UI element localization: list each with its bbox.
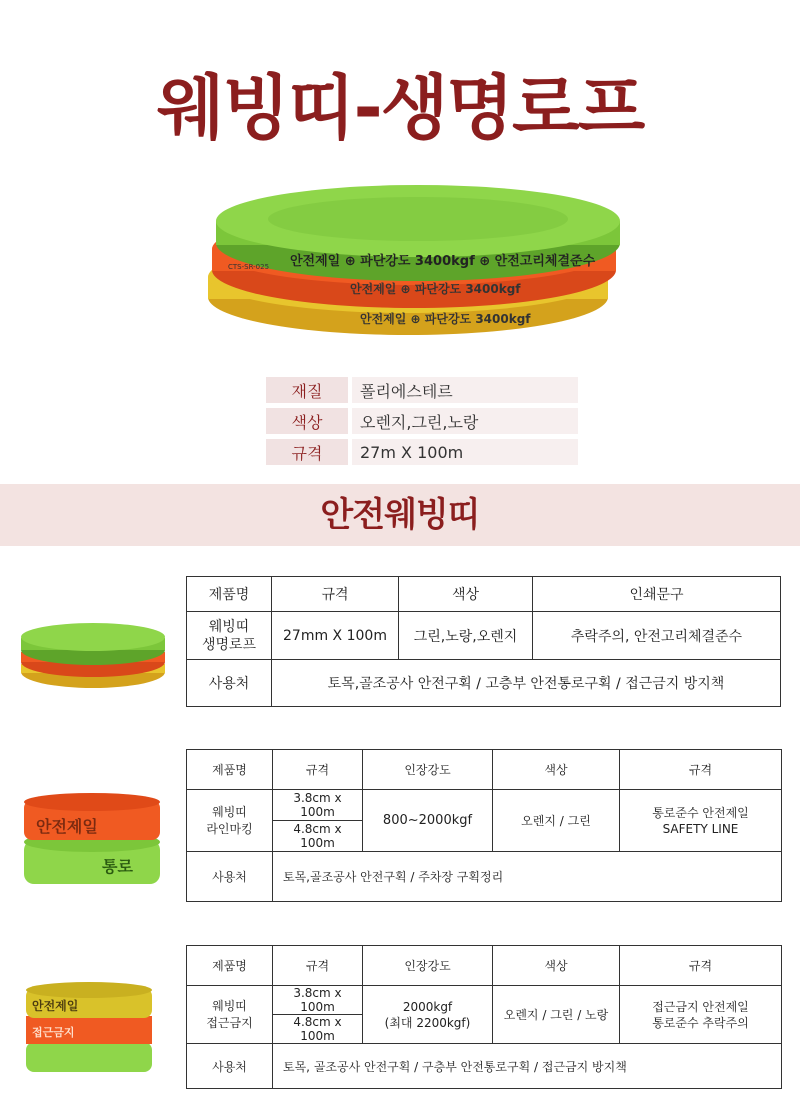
product2-table <box>186 749 782 902</box>
roll-print-1: 안전제일 <box>36 817 98 836</box>
product3-table <box>186 945 782 1089</box>
product-print: 추락주의, 안전고리체결준수 <box>533 612 781 660</box>
spec-value: 27m X 100m <box>348 439 578 465</box>
product-spec: 27mm X 100m <box>272 612 399 660</box>
product-print: 통로준수 안전제일 SAFETY LINE <box>620 790 782 852</box>
spec-key: 색상 <box>266 408 348 434</box>
usage-text: 토목,골조공사 안전구획 / 주차장 구획정리 <box>273 852 782 902</box>
product3-image <box>24 980 154 1076</box>
header-cell: 색상 <box>399 577 533 612</box>
yellow-roll-print: 안전제일 ⊕ 파단강도 3400kgf <box>360 312 531 326</box>
product-color: 오렌지 / 그린 <box>493 790 620 852</box>
product-spec: 4.8cm x 100m <box>273 821 363 852</box>
usage-label: 사용처 <box>187 852 273 902</box>
spec-table <box>266 372 578 470</box>
product-color: 그린,노랑,오렌지 <box>399 612 533 660</box>
spec-row <box>266 439 578 465</box>
product-spec: 3.8cm x 100m <box>273 986 363 1015</box>
product-print: 접근금지 안전제일 통로준수 추락주의 <box>620 986 782 1044</box>
header-cell: 인장강도 <box>363 946 493 986</box>
usage-text: 토목,골조공사 안전구획 / 고층부 안전통로구획 / 접근금지 방지책 <box>272 660 781 707</box>
roll-print-2: 접근금지 <box>32 1026 75 1039</box>
product-spec: 4.8cm x 100m <box>273 1015 363 1044</box>
header-cell: 색상 <box>493 750 620 790</box>
product2-image <box>22 792 162 892</box>
spec-value: 오렌지,그린,노랑 <box>348 408 578 434</box>
header-cell: 규격 <box>273 750 363 790</box>
roll-print-2: 통로 <box>102 857 133 876</box>
product1-image <box>18 618 168 690</box>
header-cell: 규격 <box>272 577 399 612</box>
product-name: 웨빙띠 라인마킹 <box>187 790 273 852</box>
header-cell: 규격 <box>620 946 782 986</box>
usage-label: 사용처 <box>187 660 272 707</box>
roll-print-1: 안전제일 <box>32 999 79 1013</box>
usage-text: 토목, 골조공사 안전구획 / 구층부 안전통로구획 / 접근금지 방지책 <box>273 1044 782 1089</box>
product-strength: 800~2000kgf <box>363 790 493 852</box>
roll-code: CTS-SR-025 <box>228 263 270 271</box>
header-cell: 제품명 <box>187 750 273 790</box>
product-color: 오렌지 / 그린 / 노랑 <box>493 986 620 1044</box>
orange-roll-print: 안전제일 ⊕ 파단강도 3400kgf <box>350 282 521 296</box>
header-cell: 제품명 <box>187 946 273 986</box>
header-cell: 인장강도 <box>363 750 493 790</box>
page-title: 웨빙띠-생명로프 <box>156 67 644 149</box>
header-cell: 규격 <box>273 946 363 986</box>
section-title: 안전웨빙띠 <box>320 495 480 535</box>
spec-value: 폴리에스테르 <box>348 377 578 403</box>
spec-key: 규격 <box>266 439 348 465</box>
product-strength: 2000kgf (최대 2200kgf) <box>363 986 493 1044</box>
spec-row <box>266 408 578 434</box>
header-cell: 색상 <box>493 946 620 986</box>
spec-key: 재질 <box>266 377 348 403</box>
spec-row <box>266 377 578 403</box>
green-roll-print: 안전제일 ⊕ 파단강도 3400kgf ⊕ 안전고리체결준수 <box>290 254 596 269</box>
product-name: 웨빙띠 접근금지 <box>187 986 273 1044</box>
product-spec: 3.8cm x 100m <box>273 790 363 821</box>
product1-table <box>186 576 781 707</box>
header-cell: 규격 <box>620 750 782 790</box>
header-cell: 제품명 <box>187 577 272 612</box>
header-cell: 인쇄문구 <box>533 577 781 612</box>
webbing-rolls-image <box>200 185 630 345</box>
section-header <box>0 484 800 546</box>
usage-label: 사용처 <box>187 1044 273 1089</box>
product-name: 웨빙띠 생명로프 <box>187 612 272 660</box>
